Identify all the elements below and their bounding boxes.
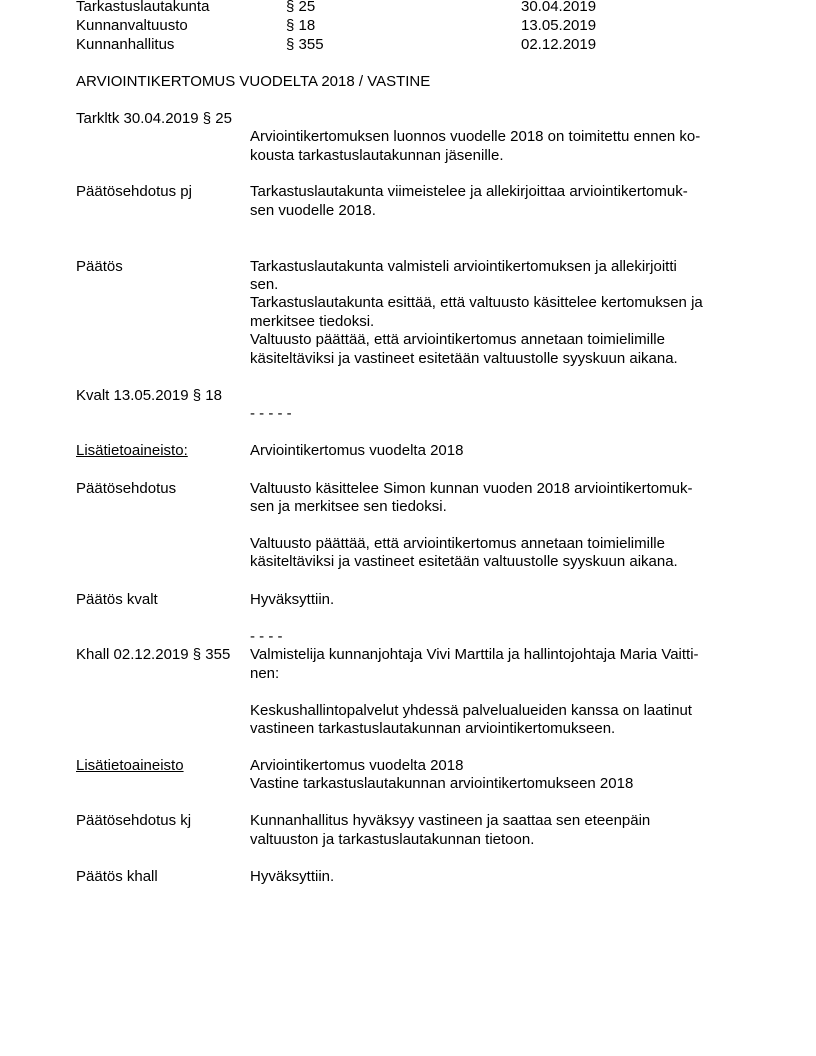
header-row-1-body: Tarkastuslautakunta: [76, 0, 210, 15]
khall-p2-line-2: vastineen tarkastuslautakunnan arviointikertomukseen.: [250, 720, 616, 737]
paatos-kvalt-separator: - - - -: [250, 628, 283, 645]
header-row-3-date: 02.12.2019: [521, 36, 597, 53]
paatos-khall-label: Päätös khall: [76, 868, 158, 885]
paatos-kvalt-label: Päätös kvalt: [76, 591, 158, 608]
khall-p1-line-1: Valmistelija kunnanjohtaja Vivi Marttila ja hallintojohtaja Maria Vaitti-: [250, 646, 699, 663]
kvalt-label: Kvalt 13.05.2019 § 18: [76, 387, 222, 404]
header-row-2-date: 13.05.2019: [521, 17, 597, 34]
paatos-line-6: käsiteltäviksi ja vastineet esitetään valtuustolle syyskuun aikana.: [250, 350, 678, 367]
khall-label: Khall 02.12.2019 § 355: [76, 646, 231, 663]
lisatietoaineisto-1-line-1: Arviointikertomus vuodelta 2018: [250, 442, 464, 459]
header-row-1-section: § 25: [286, 0, 316, 15]
lisatietoaineisto-2-line-2: Vastine tarkastuslautakunnan arviointikertomukseen 2018: [250, 775, 634, 792]
document-title: ARVIOINTIKERTOMUS VUODELTA 2018 / VASTINE: [76, 73, 431, 90]
paatosehdotus-pj-label: Päätösehdotus pj: [76, 183, 192, 200]
paatosehdotus-pj-line-2: sen vuodelle 2018.: [250, 202, 376, 219]
paatosehdotus-kj-line-1: Kunnanhallitus hyväksyy vastineen ja saattaa sen eteenpäin: [250, 812, 651, 829]
header-row-1-date: 30.04.2019: [521, 0, 597, 15]
paatos-label: Päätös: [76, 258, 123, 275]
tarkltk-line-1: Arviointikertomuksen luonnos vuodelle 2018 on toimitettu ennen ko-: [250, 128, 701, 145]
paatosehdotus-label: Päätösehdotus: [76, 480, 177, 497]
lisatietoaineisto-2-line-1: Arviointikertomus vuodelta 2018: [250, 757, 464, 774]
khall-p2-line-1: Keskushallintopalvelut yhdessä palvelualueiden kanssa on laatinut: [250, 702, 692, 719]
khall-p1-line-2: nen:: [250, 665, 280, 682]
tarkltk-line-2: kousta tarkastuslautakunnan jäsenille.: [250, 147, 504, 164]
header-row-3-section: § 355: [286, 36, 324, 53]
paatosehdotus-kj-label: Päätösehdotus kj: [76, 812, 192, 829]
header-row-2-body: Kunnanvaltuusto: [76, 17, 188, 34]
header-row-2-section: § 18: [286, 17, 316, 34]
lisatietoaineisto-2-label: Lisätietoaineisto: [76, 757, 184, 774]
paatosehdotus-p1-line-1: Valtuusto käsittelee Simon kunnan vuoden 2018 arviointikertomuk-: [250, 480, 693, 497]
paatosehdotus-p1-line-2: sen ja merkitsee sen tiedoksi.: [250, 498, 447, 515]
paatosehdotus-kj-line-2: valtuuston ja tarkastuslautakunnan tietoon.: [250, 831, 535, 848]
lisatietoaineisto-1-label: Lisätietoaineisto:: [76, 442, 188, 459]
paatos-khall-line-1: Hyväksyttiin.: [250, 868, 335, 885]
kvalt-separator: - - - - -: [250, 405, 292, 422]
tarkltk-label: Tarkltk 30.04.2019 § 25: [76, 110, 232, 127]
paatos-line-4: merkitsee tiedoksi.: [250, 313, 375, 330]
paatos-line-5: Valtuusto päättää, että arviointikertomus annetaan toimielimille: [250, 331, 665, 348]
header-row-3-body: Kunnanhallitus: [76, 36, 175, 53]
paatosehdotus-p2-line-1: Valtuusto päättää, että arviointikertomus annetaan toimielimille: [250, 535, 665, 552]
paatos-line-3: Tarkastuslautakunta esittää, että valtuusto käsittelee kertomuksen ja: [250, 294, 703, 311]
paatos-kvalt-line-1: Hyväksyttiin.: [250, 591, 335, 608]
paatosehdotus-p2-line-2: käsiteltäviksi ja vastineet esitetään valtuustolle syyskuun aikana.: [250, 553, 678, 570]
paatos-line-1: Tarkastuslautakunta valmisteli arviointikertomuksen ja allekirjoitti: [250, 258, 677, 275]
paatosehdotus-pj-line-1: Tarkastuslautakunta viimeistelee ja allekirjoittaa arviointikertomuk-: [250, 183, 688, 200]
paatos-line-2: sen.: [250, 276, 279, 293]
